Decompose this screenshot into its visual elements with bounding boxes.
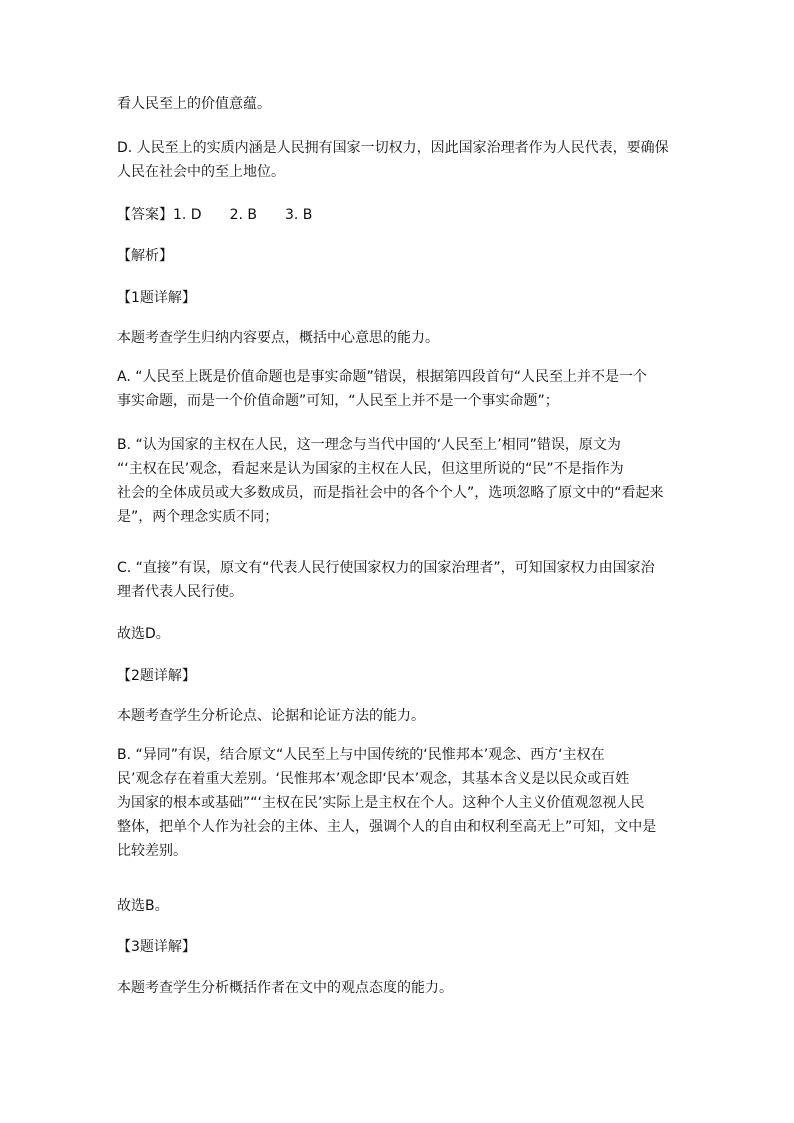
text-line: 【答案】1. D 2. B 3. B: [117, 207, 313, 223]
text-line: “‘主权在民’观念，看起来是认为国家的主权在人民，但这里所说的“民”不是指作为: [117, 461, 624, 477]
text-line: 【1题详解】: [117, 290, 196, 306]
q1-choice: [117, 622, 677, 646]
q2-intro: [117, 704, 677, 728]
text-line: 【解析】: [117, 248, 173, 264]
text-line: D. 人民至上的实质内涵是人民拥有国家一切权力，因此国家治理者作为人民代表，要确保: [117, 140, 669, 156]
text-line: 事实命题，而是一个价值命题”可知，“人民至上并不是一个事实命题”；: [117, 393, 559, 409]
text-line: 看人民至上的价值意蕴。: [117, 96, 271, 112]
text-line: 故选B。: [117, 898, 169, 914]
q1-heading: [117, 286, 677, 310]
q1-intro: [117, 326, 677, 350]
text-line: 故选D。: [117, 626, 170, 642]
text-line: B. “认为国家的主权在人民，这一理念与当代中国的‘人民至上’相同”错误，原文为: [117, 437, 621, 453]
option-d: [117, 136, 677, 184]
q3-heading: [117, 935, 677, 959]
text-line: 【3题详解】: [117, 939, 196, 955]
q2-option-b: [117, 743, 677, 863]
text-line: 本题考查学生归纳内容要点，概括中心意思的能力。: [117, 330, 439, 346]
paragraph-continuation: [117, 92, 677, 116]
text-line: 整体，把单个人作为社会的主体、主人，强调个人的自由和权利至高无上”可知，文中是: [117, 819, 657, 835]
answer-line: [117, 203, 677, 227]
q2-heading: [117, 664, 677, 688]
text-line: 本题考查学生分析论点、论据和论证方法的能力。: [117, 708, 425, 724]
text-line: 为国家的根本或基础”“‘主权在民’实际上是主权在个人。这种个人主义价值观忽视人民: [117, 795, 645, 811]
q1-option-a: [117, 365, 677, 413]
text-line: C. “直接”有误，原文有“代表人民行使国家权力的国家治理者”，可知国家权力由国家治: [117, 560, 655, 576]
text-line: 社会的全体成员或大多数成员，而是指社会中的各个个人”，选项忽略了原文中的“看起来: [117, 485, 664, 501]
q1-option-c: [117, 556, 677, 604]
q3-intro: [117, 976, 677, 1000]
analysis-heading: [117, 244, 677, 268]
text-line: 民’观念存在着重大差别。‘民惟邦本’观念即‘民本’观念，其基本含义是以民众或百姓: [117, 771, 630, 787]
text-line: 比较差别。: [117, 843, 187, 859]
text-line: 是”，两个理念实质不同；: [117, 509, 279, 525]
text-line: 人民在社会中的至上地位。: [117, 164, 285, 180]
q1-option-b: [117, 433, 677, 529]
q2-choice: [117, 894, 677, 918]
text-line: 本题考查学生分析概括作者在文中的观点态度的能力。: [117, 980, 453, 996]
text-line: 【2题详解】: [117, 668, 196, 684]
text-line: A. “人民至上既是价值命题也是事实命题”错误，根据第四段首句“人民至上并不是一个: [117, 369, 647, 385]
text-line: B. “异同”有误，结合原文“人民至上与中国传统的‘民惟邦本’观念、西方‘主权在: [117, 747, 605, 763]
text-line: 理者代表人民行使。: [117, 584, 243, 600]
